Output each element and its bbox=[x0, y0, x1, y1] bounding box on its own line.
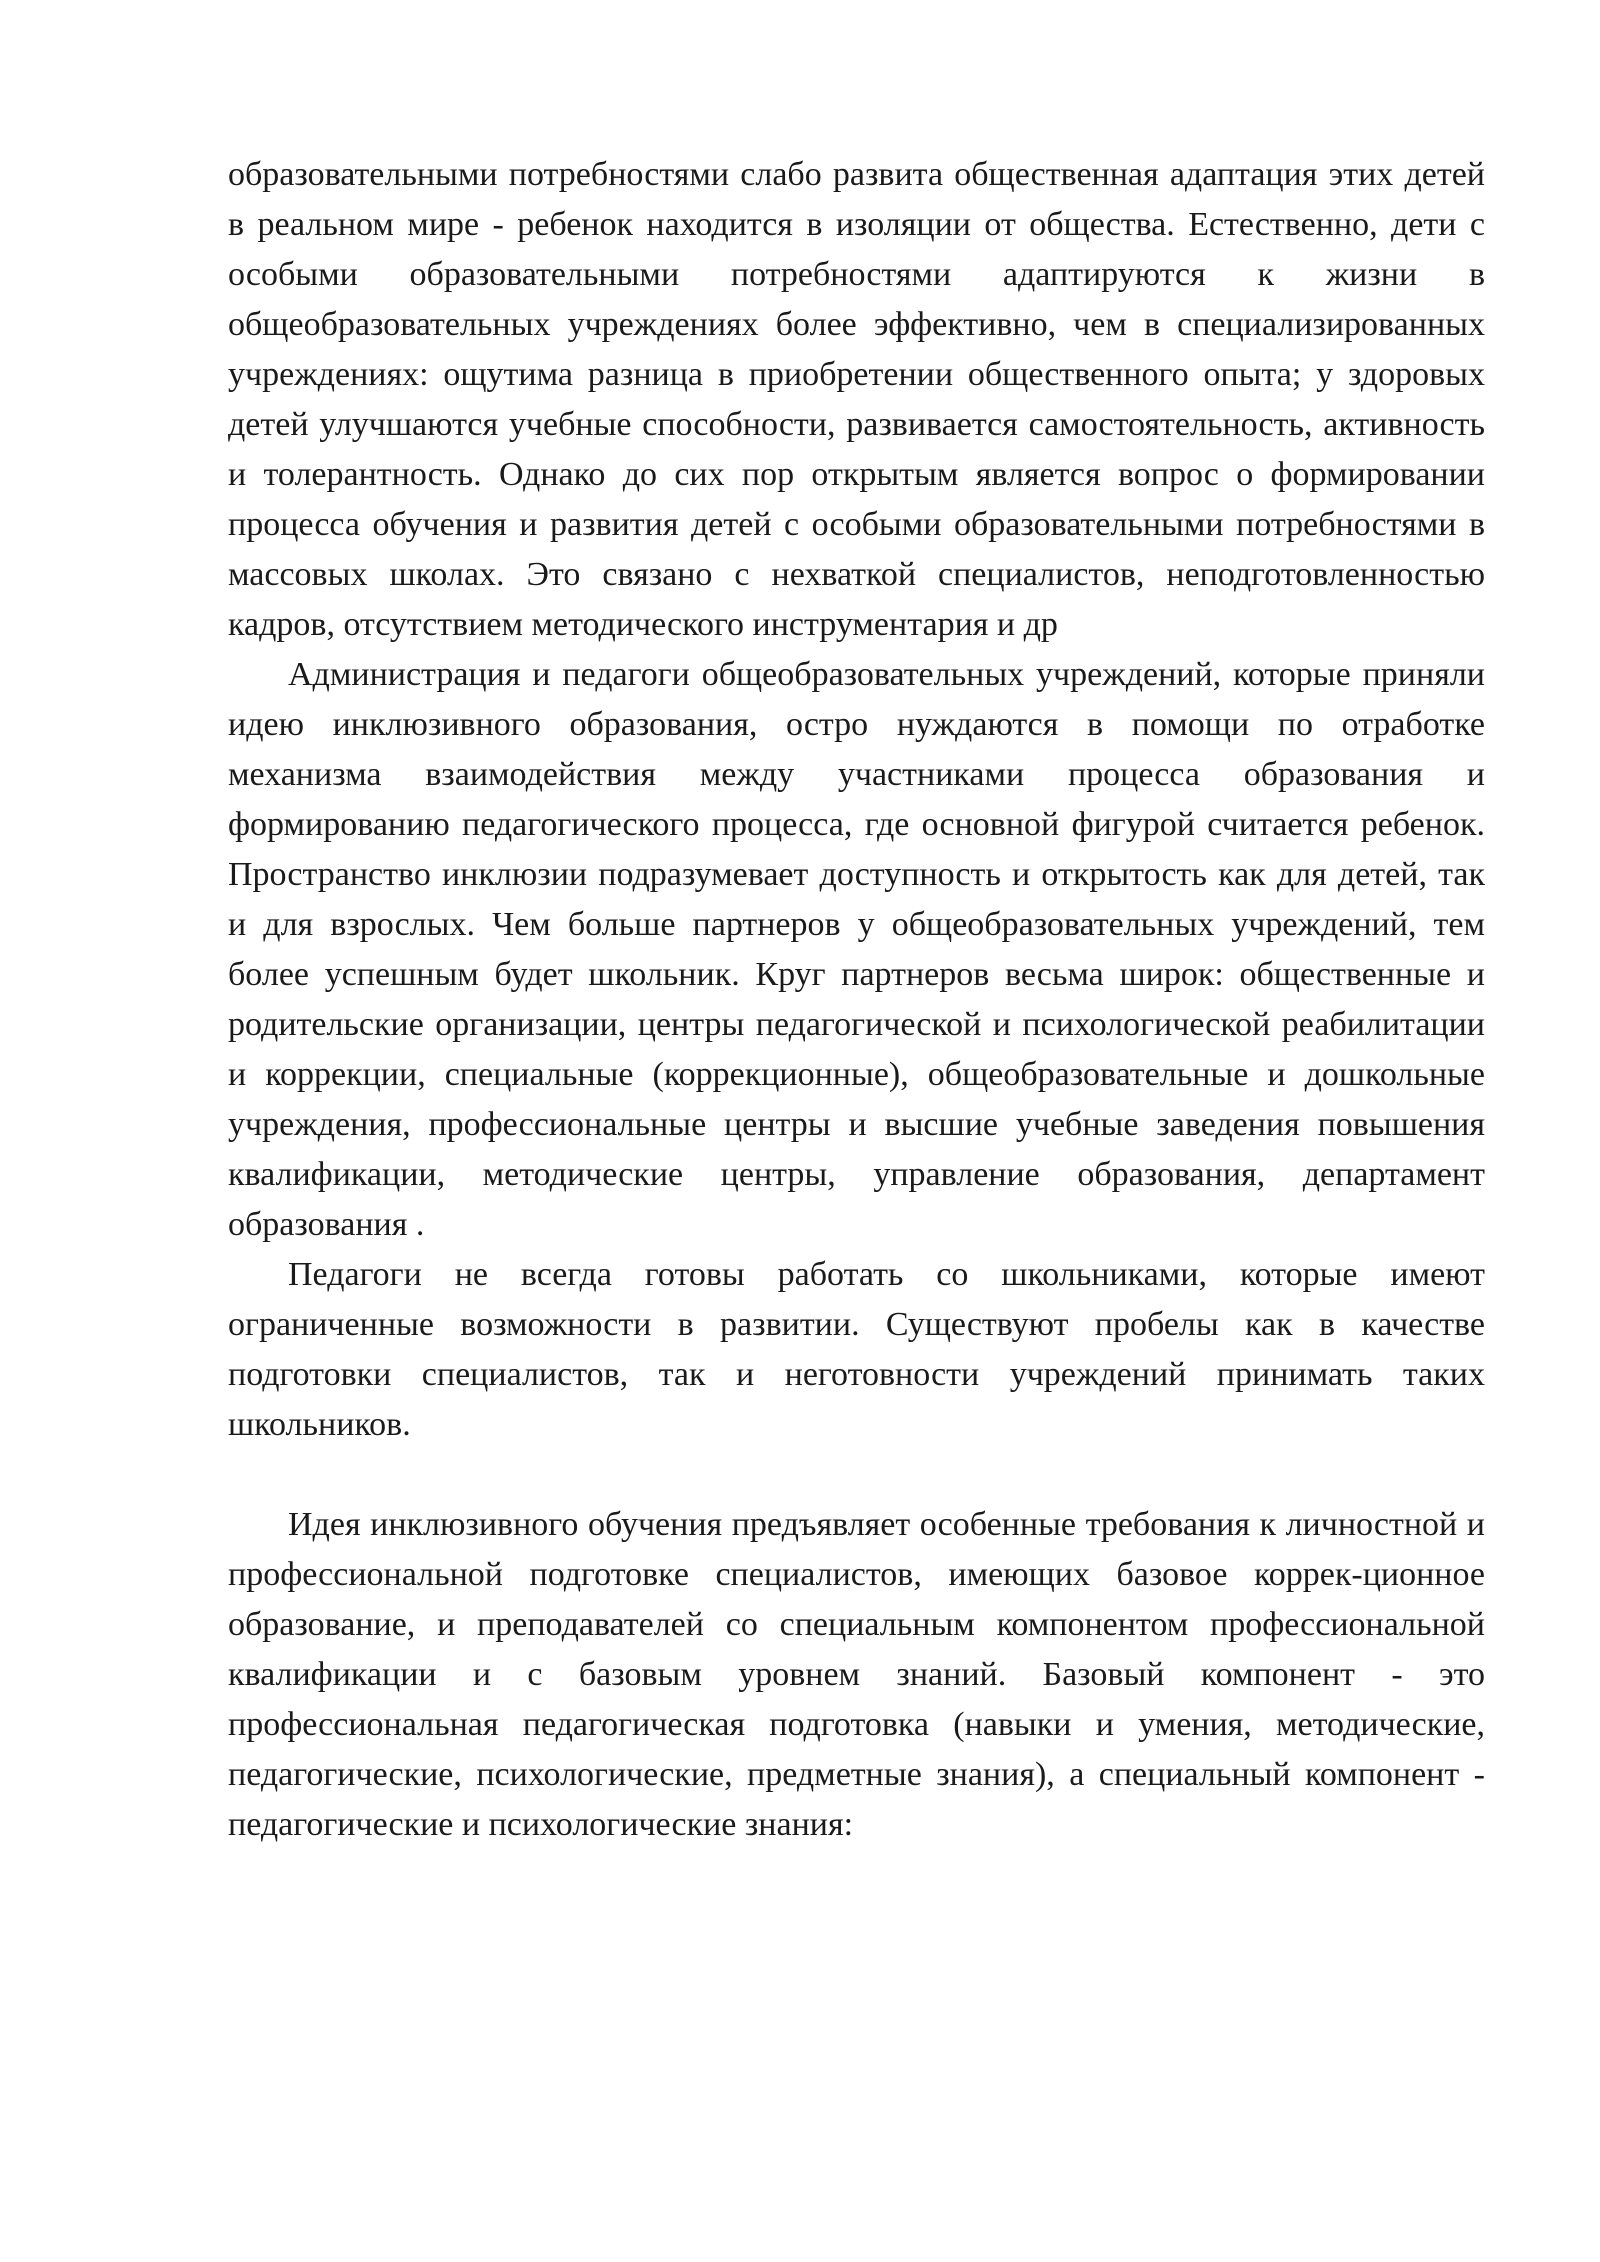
paragraph-3: Педагоги не всегда готовы работать со школьниками, которые имеют ограниченные возможности в развитии. Существуют пробелы как в качестве подготовки специалистов, так и неготовности учреждений принимать таких школьников. bbox=[228, 1256, 1485, 1443]
paragraph-1: образовательными потребностями слабо развита общественная адаптация этих детей в реальном мире - ребенок находится в изоляции от общества. Естественно, дети с особыми образовательными потребностями адаптируются к жизни в общеобразовательных учреждениях более эффективно, чем в специализированных учреждениях: ощутима разница в приобретении общественного опыта; у здоровых детей улучшаются учебные способности, развивается самостоятельность, активность и толерантность. Однако до сих пор открытым является вопрос о формировании процесса обучения и развития детей с особыми образовательными потребностями в массовых школах. Это связано с нехваткой специалистов, неподготовленностью кадров, отсутствием методического инструментария и др bbox=[228, 156, 1485, 643]
paragraph-2: Администрация и педагоги общеобразовательных учреждений, которые приняли идею инклюзивного образования, остро нуждаются в помощи по отработке механизма взаимодействия между участниками процесса образования и формированию педагогического процесса, где основной фигурой считается ребенок. Пространство инклюзии подразумевает доступность и открытость как для детей, так и для взрослых. Чем больше партнеров у общеобразовательных учреждений, тем более успешным будет школьник. Круг партнеров весьма широк: общественные и родительские организации, центры педагогической и психологической реабилитации и коррекции, специальные (коррекционные), общеобразовательные и дошкольные учреждения, профессиональные центры и высшие учебные заведения повышения квалификации, методические центры, управление образования, департамент образования . bbox=[228, 656, 1485, 1243]
paragraph-4: Идея инклюзивного обучения предъявляет особенные требования к личностной и профессиональной подготовке специалистов, имеющих базовое коррек-ционное образование, и преподавателей со специальным компонентом профессиональной квалификации и с базовым уровнем знаний. Базовый компонент - это профессиональная педагогическая подготовка (навыки и умения, методические, педагогические, психологические, предметные знания), а специальный компонент - педагогические и психологические знания: bbox=[228, 1506, 1485, 1843]
document-body bbox=[228, 150, 1485, 1850]
